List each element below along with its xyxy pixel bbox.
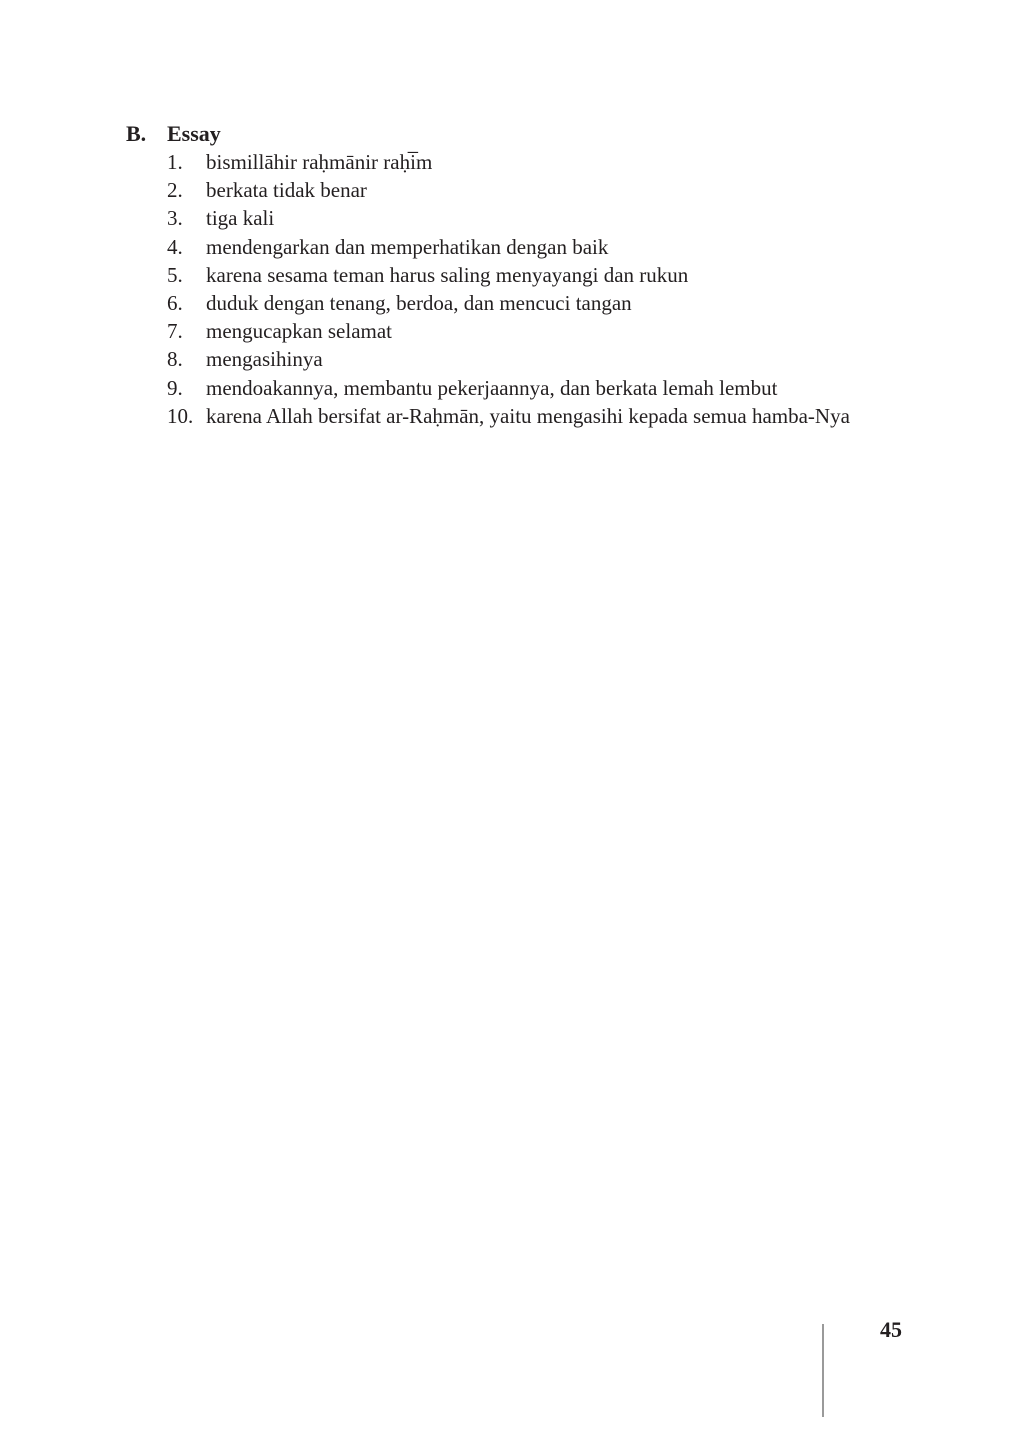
item-number: 3. xyxy=(167,206,183,231)
list-item xyxy=(126,233,906,261)
item-number: 5. xyxy=(167,262,183,287)
item-number: 8. xyxy=(167,347,183,372)
item-text: mendoakannya, membantu pekerjaannya, dan berkata lemah lembut xyxy=(206,375,778,400)
answer-list xyxy=(126,148,906,430)
section-title: Essay xyxy=(167,121,221,146)
item-text: karena Allah bersifat ar-Raḥmān, yaitu mengasihi kepada semua hamba-Nya xyxy=(206,403,850,428)
item-number: 7. xyxy=(167,319,183,344)
item-number: 10. xyxy=(167,403,194,428)
section-heading xyxy=(126,120,906,148)
item-text: karena sesama teman harus saling menyayangi dan rukun xyxy=(206,262,689,287)
list-item xyxy=(126,345,906,373)
section-letter: B. xyxy=(126,121,147,146)
list-item xyxy=(126,261,906,289)
list-item xyxy=(126,402,906,430)
item-text: tiga kali xyxy=(206,206,275,231)
list-item xyxy=(126,289,906,317)
item-number: 4. xyxy=(167,234,183,259)
list-item xyxy=(126,148,906,176)
item-text: bismillāhir raḥmānir raḥi̅m xyxy=(206,150,433,174)
item-text: mengasihinya xyxy=(206,347,323,372)
item-number: 2. xyxy=(167,178,183,203)
footer-divider xyxy=(822,1324,824,1417)
item-text: mendengarkan dan memperhatikan dengan baik xyxy=(206,234,609,259)
item-text: duduk dengan tenang, berdoa, dan mencuci tangan xyxy=(206,291,632,316)
list-item xyxy=(126,204,906,232)
list-item xyxy=(126,176,906,204)
list-item xyxy=(126,374,906,402)
item-text: berkata tidak benar xyxy=(206,178,367,203)
page-number: 45 xyxy=(880,1317,902,1342)
item-text: mengucapkan selamat xyxy=(206,319,393,344)
essay-section xyxy=(126,120,906,430)
list-item xyxy=(126,317,906,345)
item-number: 1. xyxy=(167,150,183,174)
item-number: 9. xyxy=(167,375,183,400)
item-number: 6. xyxy=(167,291,183,316)
